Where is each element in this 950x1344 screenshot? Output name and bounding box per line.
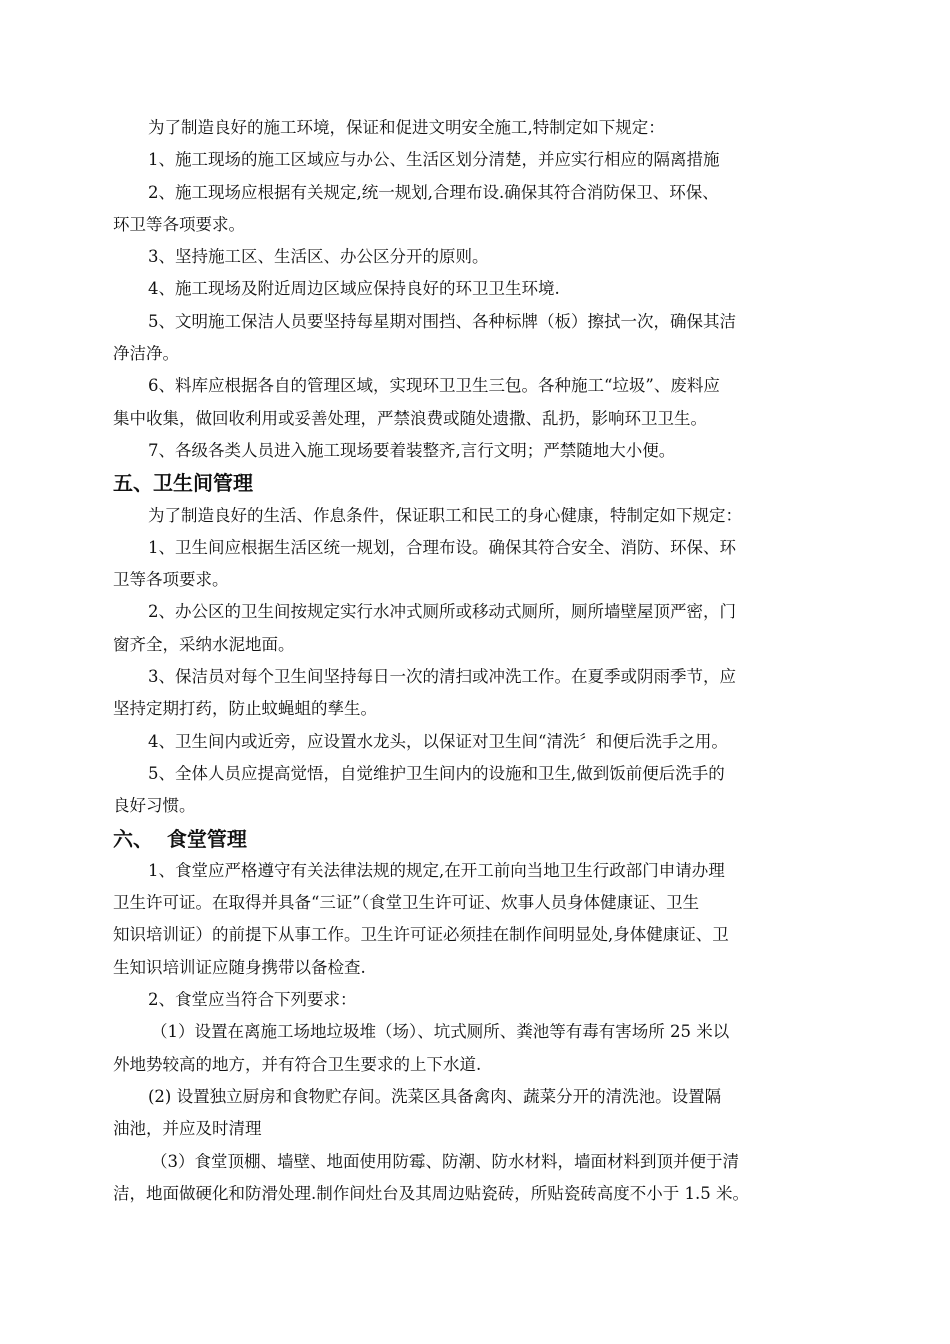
rule-2: 2、施工现场应根据有关规定,统一规划,合理布设.确保其符合消防保卫、环保、 bbox=[148, 182, 719, 202]
canteen-rule-1-cont-c: 生知识培训证应随身携带以备检查. bbox=[113, 957, 366, 977]
toilet-rule-3: 3、保洁员对每个卫生间坚持每日一次的清扫或冲洗工作。在夏季或阴雨季节，应 bbox=[148, 667, 736, 687]
canteen-req-2: (2) 设置独立厨房和食物贮存间。洗菜区具备禽肉、蔬菜分开的清洗池。设置隔 bbox=[148, 1086, 722, 1106]
rule-1: 1、施工现场的施工区域应与办公、生活区划分清楚，并应实行相应的隔离措施 bbox=[148, 150, 720, 170]
canteen-rule-1-cont-a: 卫生许可证。在取得并具备“三证”（食堂卫生许可证、炊事人员身体健康证、卫生 bbox=[113, 893, 700, 913]
document-page bbox=[113, 112, 839, 1210]
toilet-rule-1: 1、卫生间应根据生活区统一规划，合理布设。确保其符合安全、消防、环保、环 bbox=[148, 537, 736, 557]
rule-4: 4、施工现场及附近周边区域应保持良好的环卫卫生环境. bbox=[148, 279, 560, 299]
canteen-req-3: （3）食堂顶棚、墙壁、地面使用防霉、防潮、防水材料，墙面材料到顶并便于清 bbox=[151, 1151, 739, 1171]
canteen-req-2-cont: 油池，并应及时清理 bbox=[113, 1119, 262, 1139]
rule-7: 7、各级各类人员进入施工现场要着装整齐,言行文明；严禁随地大小便。 bbox=[148, 440, 676, 460]
rule-3: 3、坚持施工区、生活区、办公区分开的原则。 bbox=[148, 247, 489, 267]
section-heading-canteen: 六、 食堂管理 bbox=[113, 826, 247, 851]
toilet-rule-2-cont: 窗齐全，采纳水泥地面。 bbox=[113, 634, 295, 654]
canteen-req-1: （1）设置在离施工场地垃圾堆（场）、坑式厕所、粪池等有毒有害场所 25 米以 bbox=[151, 1022, 730, 1042]
toilet-rule-5-cont: 良好习惯。 bbox=[113, 796, 196, 816]
rule-2-cont: 环卫等各项要求。 bbox=[113, 214, 245, 234]
toilet-rule-5: 5、全体人员应提高觉悟，自觉维护卫生间内的设施和卫生,做到饭前便后洗手的 bbox=[148, 763, 725, 783]
toilet-rule-3-cont: 坚持定期打药，防止蚊蝇蛆的孳生。 bbox=[113, 699, 377, 719]
canteen-rule-2: 2、食堂应当符合下列要求： bbox=[148, 990, 357, 1010]
toilet-rule-1-cont: 卫等各项要求。 bbox=[113, 570, 229, 590]
toilet-rule-2: 2、办公区的卫生间按规定实行水冲式厕所或移动式厕所，厕所墙壁屋顶严密，门 bbox=[148, 602, 736, 622]
toilet-intro: 为了制造良好的生活、作息条件，保证职工和民工的身心健康，特制定如下规定： bbox=[148, 505, 742, 525]
canteen-rule-1: 1、食堂应严格遵守有关法律法规的规定,在开工前向当地卫生行政部门申请办理 bbox=[148, 860, 725, 880]
canteen-rule-1-cont-b: 知识培训证）的前提下从事工作。卫生许可证必须挂在制作间明显处,身体健康证、卫 bbox=[113, 925, 729, 945]
toilet-rule-4: 4、卫生间内或近旁，应设置水龙头，以保证对卫生间“清洗〞和便后洗手之用。 bbox=[148, 731, 728, 751]
rule-5: 5、文明施工保洁人员要坚持每星期对围挡、各种标牌（板）擦拭一次，确保其洁 bbox=[148, 311, 736, 331]
rule-6: 6、料库应根据各自的管理区域，实现环卫卫生三包。各种施工“垃圾”、废料应 bbox=[148, 376, 720, 396]
rule-6-cont: 集中收集，做回收利用或妥善处理，严禁浪费或随处遗撒、乱扔，影响环卫卫生。 bbox=[113, 408, 707, 428]
section-heading-toilet: 五、卫生间管理 bbox=[113, 471, 253, 496]
canteen-req-1-cont: 外地势较高的地方，并有符合卫生要求的上下水道. bbox=[113, 1054, 482, 1074]
intro-paragraph: 为了制造良好的施工环境，保证和促进文明安全施工,特制定如下规定： bbox=[148, 118, 665, 137]
canteen-req-3-cont: 洁，地面做硬化和防滑处理.制作间灶台及其周边贴瓷砖，所贴瓷砖高度不小于 1.5 米。 bbox=[113, 1183, 749, 1203]
rule-5-cont: 净洁净。 bbox=[113, 344, 179, 364]
